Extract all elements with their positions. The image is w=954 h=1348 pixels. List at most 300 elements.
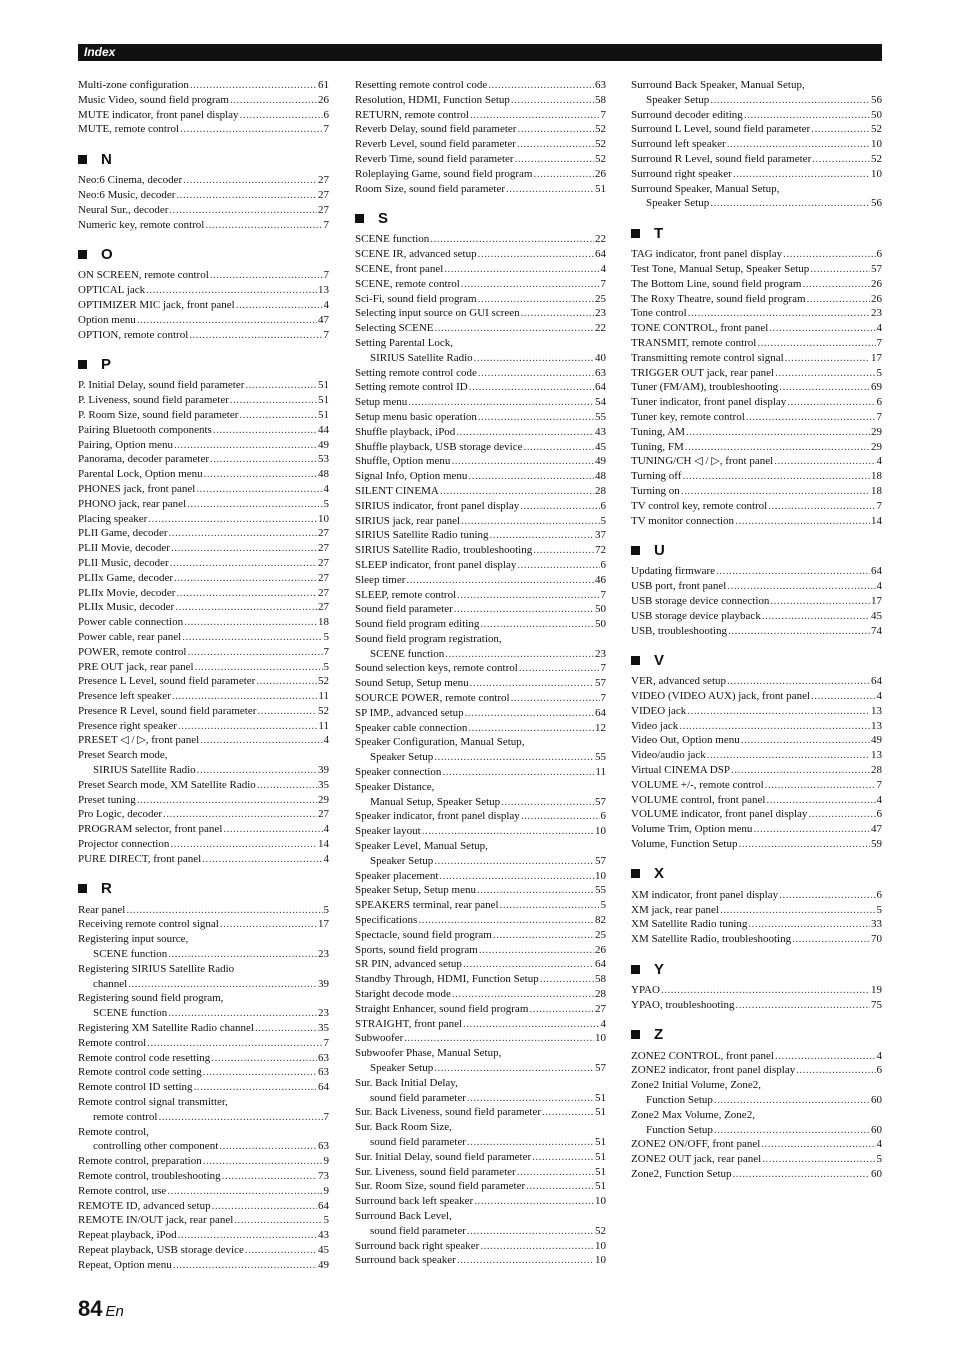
page-ref: 45 <box>871 609 882 622</box>
index-entry <box>78 408 329 423</box>
index-entry <box>631 932 882 947</box>
dot-leader <box>148 512 317 527</box>
index-term: SCENE, remote control <box>355 277 460 290</box>
page-ref: 55 <box>595 410 606 423</box>
index-entry <box>355 514 606 529</box>
page-ref: 51 <box>318 379 329 392</box>
page-ref: 5 <box>600 899 606 912</box>
page-ref: 23 <box>595 647 606 660</box>
index-term: Tuner indicator, front panel display <box>631 396 787 409</box>
index-term: Sound field parameter <box>355 603 453 616</box>
index-term: SLEEP, remote control <box>355 588 457 601</box>
page-ref: 52 <box>318 675 329 688</box>
index-term: XM jack, rear panel <box>631 903 719 916</box>
index-term: Preset Search mode, XM Satellite Radio <box>78 778 256 791</box>
index-term: Sound field program registration, <box>355 632 502 645</box>
index-term: Sound Setup, Setup menu <box>355 677 469 690</box>
index-entry <box>78 822 329 837</box>
dot-leader <box>787 395 875 410</box>
index-term: Function Setup <box>646 1094 713 1107</box>
index-term: The Bottom Line, sound field program <box>631 277 802 290</box>
index-entry <box>78 903 329 918</box>
index-term: Selecting SCENE <box>355 322 434 335</box>
page-ref: 18 <box>318 616 329 629</box>
index-term: Projector connection <box>78 838 170 851</box>
page-ref: 6 <box>876 808 882 821</box>
page-ref: 27 <box>318 188 329 201</box>
index-entry <box>355 1135 606 1150</box>
section-square-icon <box>631 229 640 238</box>
index-term: SCENE function <box>93 1007 168 1020</box>
page-ref: 64 <box>871 565 882 578</box>
index-entry <box>631 564 882 579</box>
page-ref: 50 <box>595 618 606 631</box>
index-entry <box>631 763 882 778</box>
index-term: Surround decoder editing <box>631 108 743 121</box>
index-term: Remote control code resetting <box>78 1051 211 1064</box>
index-term: PLIIx Movie, decoder <box>78 586 176 599</box>
dot-leader <box>408 395 594 410</box>
index-term: Setup menu basic operation <box>355 410 477 423</box>
page-ref: 51 <box>595 1106 606 1119</box>
page-number: 84 <box>78 1296 103 1321</box>
page-ref: 11 <box>595 766 606 779</box>
dot-leader <box>478 410 594 425</box>
index-term: USB, troubleshooting <box>631 624 727 637</box>
section-letter: T <box>654 224 664 242</box>
dot-leader <box>222 1169 317 1184</box>
dot-leader <box>534 167 595 182</box>
page-ref: 10 <box>595 1195 606 1208</box>
dot-leader <box>168 947 317 962</box>
index-term: Music Video, sound field program <box>78 93 229 106</box>
index-entry <box>78 1021 329 1036</box>
index-entry <box>631 748 882 763</box>
dot-leader <box>736 998 871 1013</box>
index-term: Test Tone, Manual Setup, Speaker Setup <box>631 262 810 275</box>
dot-leader <box>467 1091 594 1106</box>
index-term: ZONE2 OUT jack, rear panel <box>631 1153 762 1166</box>
index-entry <box>355 661 606 676</box>
page-ref: 60 <box>871 1094 882 1107</box>
index-entry <box>631 182 882 197</box>
dot-leader <box>744 108 870 123</box>
dot-leader <box>158 1110 322 1125</box>
index-term: Parental Lock, Option menu <box>78 468 203 481</box>
index-entry <box>78 268 329 283</box>
index-term: Roleplaying Game, sound field program <box>355 167 533 180</box>
index-term: STRAIGHT, front panel <box>355 1017 463 1030</box>
dot-leader <box>474 351 594 366</box>
page-ref: 58 <box>595 973 606 986</box>
index-entry <box>78 1125 329 1140</box>
index-term: Video Out, Option menu <box>631 734 740 747</box>
dot-leader <box>710 93 870 108</box>
index-term: Numeric key, remote control <box>78 218 205 231</box>
index-entry <box>631 719 882 734</box>
dot-leader <box>187 497 322 512</box>
page-ref: 50 <box>595 603 606 616</box>
dot-leader <box>440 484 594 499</box>
index-entry <box>355 1209 606 1224</box>
index-term: Speaker placement <box>355 869 439 882</box>
page-ref: 23 <box>871 307 882 320</box>
index-term: Speaker Setup <box>646 93 710 106</box>
index-entry <box>355 167 606 182</box>
page-ref: 7 <box>323 1110 329 1123</box>
index-entry <box>78 852 329 867</box>
page-ref: 6 <box>876 1064 882 1077</box>
page-ref: 10 <box>595 869 606 882</box>
page-ref: 55 <box>595 884 606 897</box>
index-term: sound field parameter <box>370 1224 466 1237</box>
dot-leader <box>526 1179 594 1194</box>
index-term: Presence right speaker <box>78 719 177 732</box>
dot-leader <box>223 822 322 837</box>
index-term: TAG indicator, front panel display <box>631 248 783 261</box>
index-entry <box>78 630 329 645</box>
index-entry <box>355 152 606 167</box>
index-term: Tuner (FM/AM), troubleshooting <box>631 381 779 394</box>
index-term: ZONE2 ON/OFF, front panel <box>631 1138 761 1151</box>
index-entry <box>631 366 882 381</box>
page-ref: 44 <box>318 423 329 436</box>
dot-leader <box>808 807 875 822</box>
index-entry <box>631 1123 882 1138</box>
index-term: TUNING/CH ◁ / ▷, front panel <box>631 455 774 468</box>
dot-leader <box>511 691 600 706</box>
page-ref: 22 <box>595 233 606 246</box>
page-ref: 5 <box>323 1214 329 1227</box>
index-entry <box>78 556 329 571</box>
dot-leader <box>418 913 594 928</box>
index-term: SIRIUS Satellite Radio tuning <box>355 529 489 542</box>
page-ref: 51 <box>318 408 329 421</box>
index-entry <box>631 93 882 108</box>
page-ref: 14 <box>318 838 329 851</box>
page-ref: 6 <box>323 108 329 121</box>
dot-leader <box>461 514 599 529</box>
index-entry <box>355 632 606 647</box>
section-letter: R <box>101 880 112 898</box>
dot-leader <box>682 469 870 484</box>
index-term: Speaker Setup <box>370 751 434 764</box>
page-ref: 4 <box>600 262 606 275</box>
index-entry <box>78 298 329 313</box>
index-entry <box>355 676 606 691</box>
dot-leader <box>126 903 322 918</box>
dot-leader <box>200 733 322 748</box>
index-term: Pairing, Option menu <box>78 438 174 451</box>
index-entry <box>631 1063 882 1078</box>
page-ref: 25 <box>595 292 606 305</box>
index-term: Sur. Room Size, sound field parameter <box>355 1180 526 1193</box>
index-term: SPEAKERS terminal, rear panel <box>355 899 499 912</box>
index-entry <box>78 947 329 962</box>
page-ref: 5 <box>876 1153 882 1166</box>
index-entry <box>355 262 606 277</box>
index-entry <box>78 173 329 188</box>
index-entry <box>631 1152 882 1167</box>
index-term: P. Liveness, sound field parameter <box>78 394 229 407</box>
dot-leader <box>170 556 317 571</box>
index-term: USB storage device playback <box>631 609 761 622</box>
index-entry <box>355 1179 606 1194</box>
index-term: Registering SIRIUS Satellite Radio <box>78 962 235 975</box>
index-entry <box>355 247 606 262</box>
index-term: Remote control signal transmitter, <box>78 1096 228 1109</box>
index-entry <box>355 795 606 810</box>
index-entry <box>631 122 882 137</box>
dot-leader <box>230 393 317 408</box>
page-ref: 7 <box>876 499 882 512</box>
section-square-icon <box>78 155 87 164</box>
page-ref: 5 <box>323 660 329 673</box>
page-ref: 5 <box>323 630 329 643</box>
index-entry <box>631 469 882 484</box>
dot-leader <box>810 262 870 277</box>
dot-leader <box>479 943 594 958</box>
index-entry <box>78 1110 329 1125</box>
dot-leader <box>210 268 323 283</box>
page-ref: 29 <box>871 440 882 453</box>
index-entry <box>355 122 606 137</box>
page-ref: 10 <box>595 1239 606 1252</box>
index-term: Sur. Back Room Size, <box>355 1121 452 1134</box>
dot-leader <box>517 1165 594 1180</box>
section-square-icon <box>631 546 640 555</box>
index-term: Speaker Setup <box>370 1062 434 1074</box>
index-entry <box>78 1036 329 1051</box>
index-term: Power cable connection <box>78 616 184 629</box>
index-term: Remote control, <box>78 1125 149 1138</box>
page-ref: 52 <box>595 123 606 136</box>
page-ref: 5 <box>323 903 329 916</box>
index-entry <box>78 188 329 203</box>
section-square-icon <box>78 884 87 893</box>
dot-leader <box>168 1006 317 1021</box>
dot-leader <box>517 558 599 573</box>
page-ref: 7 <box>323 123 329 136</box>
index-entry <box>78 1051 329 1066</box>
dot-leader <box>807 292 870 307</box>
dot-leader <box>184 615 317 630</box>
index-entry <box>355 137 606 152</box>
page-ref: 43 <box>595 425 606 438</box>
section-letter: O <box>101 245 113 263</box>
index-entry <box>78 600 329 615</box>
index-term: Zone2 Initial Volume, Zone2, <box>631 1079 762 1092</box>
index-term: OPTICAL jack <box>78 284 146 297</box>
index-entry <box>355 1076 606 1091</box>
index-term: Surround Speaker, Manual Setup, <box>631 182 780 195</box>
index-entry <box>355 1046 606 1061</box>
section-letter: S <box>378 209 389 227</box>
page-ref: 26 <box>871 277 882 290</box>
index-entry <box>78 991 329 1006</box>
page-ref: 47 <box>318 313 329 326</box>
dot-leader <box>137 313 317 328</box>
index-term: PLII Music, decoder <box>78 556 169 569</box>
index-term: Function Setup <box>646 1123 713 1136</box>
dot-leader <box>195 660 323 675</box>
section-heading <box>631 961 882 977</box>
index-term: P. Initial Delay, sound field parameter <box>78 379 245 392</box>
dot-leader <box>169 203 317 218</box>
index-term: MUTE indicator, front panel display <box>78 108 239 121</box>
index-term: TRIGGER OUT jack, rear panel <box>631 366 775 379</box>
index-entry <box>78 438 329 453</box>
page-ref: 6 <box>876 888 882 901</box>
index-entry <box>631 1049 882 1064</box>
index-entry <box>355 93 606 108</box>
index-term: VOLUME control, front panel <box>631 793 766 806</box>
page-ref: 10 <box>318 512 329 525</box>
index-entry <box>78 962 329 977</box>
index-entry <box>631 247 882 262</box>
index-entry <box>355 617 606 632</box>
page-ref: 7 <box>876 410 882 423</box>
section-heading <box>78 151 329 167</box>
dot-leader <box>176 586 317 601</box>
page-language: En <box>105 1303 124 1320</box>
index-entry <box>355 1224 606 1239</box>
page-ref: 27 <box>318 527 329 540</box>
dot-leader <box>733 1167 870 1182</box>
index-term: ZONE2 indicator, front panel display <box>631 1064 796 1077</box>
page-ref: 27 <box>318 556 329 569</box>
page-ref: 5 <box>876 903 882 916</box>
dot-leader <box>480 1239 594 1254</box>
index-entry <box>631 822 882 837</box>
index-entry <box>355 839 606 854</box>
section-square-icon <box>631 1030 640 1039</box>
index-entry <box>78 1006 329 1021</box>
section-heading <box>78 881 329 897</box>
section-square-icon <box>78 250 87 259</box>
dot-leader <box>190 78 317 93</box>
dot-leader <box>474 1194 594 1209</box>
section-heading <box>631 866 882 882</box>
index-entry <box>355 351 606 366</box>
index-entry <box>78 423 329 438</box>
section-square-icon <box>631 656 640 665</box>
index-term: ON SCREEN, remote control <box>78 269 209 282</box>
dot-leader <box>463 1017 599 1032</box>
dot-leader <box>727 137 870 152</box>
index-entry <box>631 440 882 455</box>
dot-leader <box>163 807 317 822</box>
index-entry <box>631 903 882 918</box>
index-entry <box>78 78 329 93</box>
page-ref: 4 <box>876 690 882 703</box>
index-term: Speaker connection <box>355 766 442 779</box>
index-entry <box>355 765 606 780</box>
dot-leader <box>167 1184 322 1199</box>
page-ref: 45 <box>318 1243 329 1256</box>
page-ref: 29 <box>318 793 329 806</box>
page-ref: 6 <box>876 248 882 261</box>
index-term: RETURN, remote control <box>355 108 469 121</box>
index-entry <box>355 1105 606 1120</box>
page-ref: 6 <box>600 810 606 823</box>
dot-leader <box>716 564 870 579</box>
index-entry <box>631 410 882 425</box>
index-entry <box>631 674 882 689</box>
index-entry <box>631 594 882 609</box>
page-ref: 27 <box>318 542 329 555</box>
index-term: Remote control, troubleshooting <box>78 1170 221 1182</box>
page-ref: 60 <box>871 1123 882 1136</box>
page-ref: 57 <box>595 1062 606 1074</box>
page-ref: 4 <box>876 580 882 593</box>
section-letter: U <box>654 541 665 559</box>
page-ref: 43 <box>318 1229 329 1242</box>
page-ref: 63 <box>318 1140 329 1153</box>
page-ref: 64 <box>871 675 882 688</box>
index-entry <box>631 306 882 321</box>
dot-leader <box>733 167 870 182</box>
index-term: Multi-zone configuration <box>78 79 189 91</box>
index-entry <box>355 1017 606 1032</box>
index-term: SR PIN, advanced setup <box>355 958 462 971</box>
section-heading <box>631 542 882 558</box>
page-ref: 63 <box>318 1066 329 1079</box>
index-term: Sci-Fi, sound field program <box>355 292 477 305</box>
dot-leader <box>685 440 870 455</box>
index-term: Shuffle, Option menu <box>355 455 451 468</box>
dot-leader <box>470 676 594 691</box>
index-entry <box>78 1065 329 1080</box>
dot-leader <box>521 306 594 321</box>
page-ref: 10 <box>871 167 882 180</box>
index-term: Panorama, decoder parameter <box>78 453 210 466</box>
index-entry <box>631 137 882 152</box>
dot-leader <box>515 152 594 167</box>
index-term: Registering XM Satellite Radio channel <box>78 1022 254 1035</box>
dot-leader <box>170 837 317 852</box>
index-entry <box>631 321 882 336</box>
index-entry <box>78 512 329 527</box>
page-ref: 18 <box>871 470 882 483</box>
index-entry <box>631 1078 882 1093</box>
page-ref: 27 <box>318 586 329 599</box>
dot-leader <box>182 630 322 645</box>
index-entry <box>355 869 606 884</box>
index-term: Staright decode mode <box>355 988 451 1001</box>
page-ref: 27 <box>318 571 329 584</box>
dot-leader <box>454 602 594 617</box>
page-ref: 4 <box>876 1138 882 1151</box>
index-term: REMOTE IN/OUT jack, rear panel <box>78 1214 234 1227</box>
section-letter: Z <box>654 1026 664 1044</box>
index-term: Shuffle playback, iPod <box>355 425 456 438</box>
index-entry <box>78 807 329 822</box>
page-ref: 37 <box>595 529 606 542</box>
index-term: VER, advanced setup <box>631 675 726 688</box>
index-term: SCENE function <box>93 948 168 961</box>
index-entry <box>631 351 882 366</box>
index-entry <box>631 689 882 704</box>
page-ref: 52 <box>318 704 329 717</box>
dot-leader <box>520 499 599 514</box>
page-ref: 4 <box>876 1049 882 1062</box>
page-ref: 26 <box>595 943 606 956</box>
index-column-2 <box>355 78 606 1268</box>
dot-leader <box>187 645 322 660</box>
index-term: Zone2, Function Setup <box>631 1168 732 1181</box>
index-term: Surround right speaker <box>631 167 732 180</box>
